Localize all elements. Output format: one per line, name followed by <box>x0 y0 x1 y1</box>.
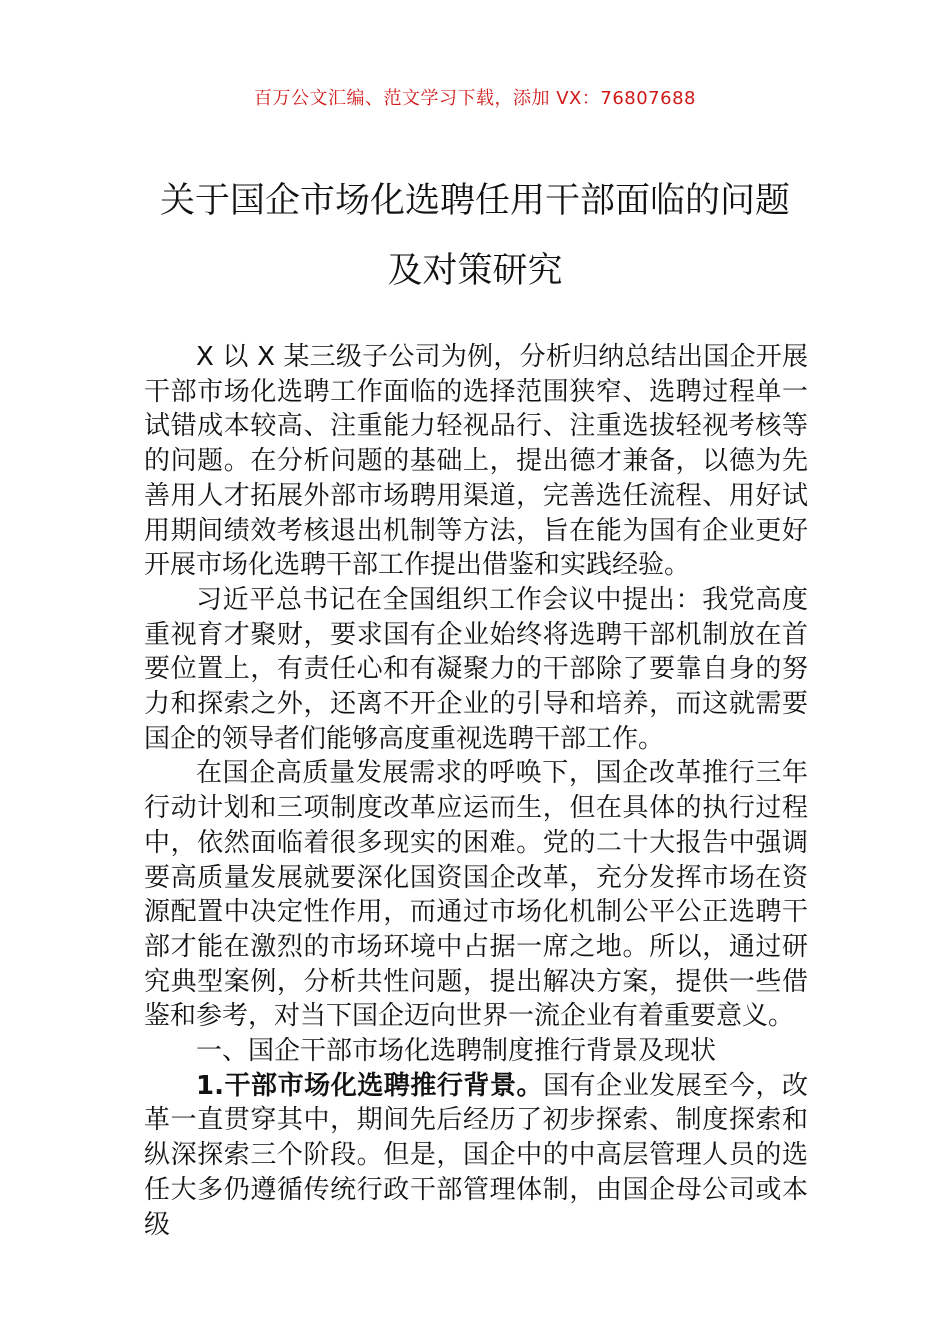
subsection-text: 国有企业发展至今，改革一直贯穿其中，期间先后经历了初步探索、制度探索和纵深探索三个阶段。但是，国企中的中高层管理人员的选任大多仍遵循传统行政干部管理体制，由国企母公司或本级 <box>144 1070 808 1240</box>
abstract-paragraph: X 以 X 某三级子公司为例，分析归纳总结出国企开展干部市场化选聘工作面临的选择范围狭窄、选聘过程单一试错成本较高、注重能力轻视品行、注重选拔轻视考核等的问题。在分析问题的基础上，提出德才兼备，以德为先善用人才拓展外部市场聘用渠道，完善选任流程、用好试用期间绩效考核退出机制等方法，旨在能为国有企业更好开展市场化选聘干部工作提出借鉴和实践经验。 <box>144 342 808 581</box>
document-title-line-2: 及对策研究 <box>387 251 563 291</box>
body-paragraph: 习近平总书记在全国组织工作会议中提出：我党高度重视育才聚财，要求国有企业始终将选聘干部机制放在首要位置上，有责任心和有凝聚力的干部除了要靠自身的努力和探索之外，还离不开企业的引导和培养，而这就需要国企的领导者们能够高度重视选聘干部工作。 <box>144 584 808 754</box>
subsection-paragraph <box>144 1069 808 1243</box>
watermark-text: 百万公文汇编、范文学习下载，添加 VX：76807688 <box>254 88 696 109</box>
document-title-line-1: 关于国企市场化选聘任用干部面临的问题 <box>159 181 790 221</box>
subsection-heading: 1.干部市场化选聘推行背景。 <box>196 1070 544 1101</box>
section-heading: 一、国企干部市场化选聘制度推行背景及现状 <box>196 1036 717 1067</box>
body-paragraph: 在国企高质量发展需求的呼唤下，国企改革推行三年行动计划和三项制度改革应运而生，但在具体的执行过程中，依然面临着很多现实的困难。党的二十大报告中强调要高质量发展就要深化国资国企改革，充分发挥市场在资源配置中决定性作用，而通过市场化机制公平公正选聘干部才能在激烈的市场环境中占据一席之地。所以，通过研究典型案例，分析共性问题，提出解决方案，提供一些借鉴和参考，对当下国企迈向世界一流企业有着重要意义。 <box>144 758 808 1032</box>
document-body <box>144 340 808 1242</box>
